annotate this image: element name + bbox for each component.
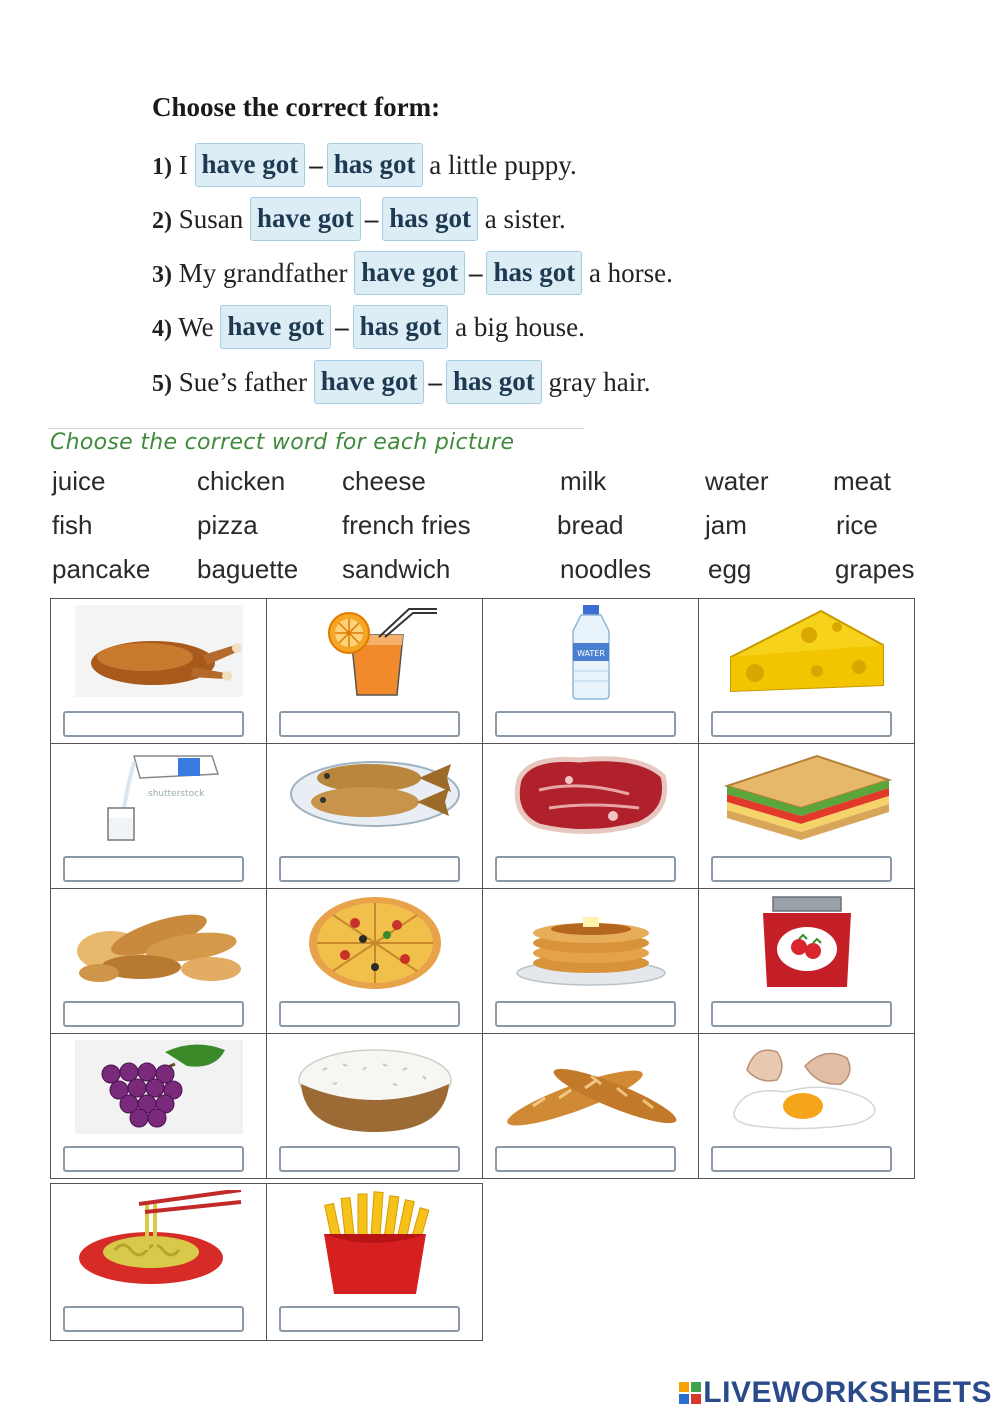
picture-cell [482,1033,699,1179]
exercise-2-heading: Choose the correct word for each picture [50,430,515,455]
option-has-got[interactable]: has got [486,251,582,295]
question-subject: Susan [178,204,244,234]
roast-chicken-picture [75,605,243,697]
orange-juice-picture [309,605,441,697]
option-separator: – [428,367,442,397]
picture-cell [482,598,699,744]
option-have-got[interactable]: have got [354,251,465,295]
picture-cell [50,888,267,1034]
water-bottle-label: WATER [576,649,605,658]
noodles-picture [75,1190,243,1286]
option-has-got[interactable]: has got [446,360,542,404]
question-5 [152,360,650,404]
question-1 [152,143,577,187]
option-has-got[interactable]: has got [353,305,449,349]
picture-cell [698,743,915,889]
question-subject: We [178,312,214,342]
brand-name: LIVEWORKSHEETS [703,1376,992,1409]
question-ending: a big house. [455,312,585,342]
word-bank-item: bread [557,510,624,540]
answer-input[interactable] [63,856,244,882]
option-have-got[interactable]: have got [220,305,331,349]
word-bank-item: sandwich [342,554,451,584]
meat-picture [509,750,673,836]
picture-cell [266,888,483,1034]
picture-cell [50,1183,267,1341]
answer-input[interactable] [63,1306,244,1332]
question-2 [152,197,566,241]
option-have-got[interactable]: have got [250,197,361,241]
question-number: 5) [152,371,172,397]
word-bank-item: milk [560,466,607,496]
rice-picture [293,1040,457,1134]
word-bank-item: fish [52,510,93,540]
option-have-got[interactable]: have got [314,360,425,404]
answer-input[interactable] [495,711,676,737]
word-bank-item: grapes [835,554,915,584]
word-bank-item: baguette [197,554,299,584]
word-bank-item: cheese [342,466,426,496]
word-bank-item: noodles [560,554,652,584]
option-has-got[interactable]: has got [327,143,423,187]
answer-input[interactable] [711,711,892,737]
option-separator: – [364,204,379,234]
question-number: 1) [152,154,172,180]
option-separator: – [335,312,349,342]
cheese-picture [725,605,889,697]
answer-input[interactable] [711,1146,892,1172]
grapes-picture [75,1040,243,1134]
question-ending: a horse. [588,258,673,288]
answer-input[interactable] [495,1146,676,1172]
word-bank-item: rice [836,510,878,540]
picture-cell [266,743,483,889]
option-separator: – [468,258,483,288]
answer-input[interactable] [279,856,460,882]
question-number: 4) [152,316,172,342]
word-bank-item: egg [708,554,752,584]
milk-picture [98,750,220,842]
milk-picture-watermark: shutterstock [147,789,204,799]
french-fries-picture [310,1190,440,1294]
question-ending: gray hair. [548,367,651,397]
exercise-1-heading: Choose the correct form: [152,92,441,122]
question-3 [152,251,673,295]
question-number: 3) [152,262,172,288]
word-bank-item: jam [705,510,747,540]
word-bank-item: meat [833,466,891,496]
pizza-picture [305,895,445,991]
egg-picture [725,1040,889,1130]
answer-input[interactable] [63,1001,244,1027]
picture-cell [266,1033,483,1179]
picture-cell [698,598,915,744]
word-bank-item: french fries [342,510,471,540]
option-has-got[interactable]: has got [382,197,478,241]
answer-input[interactable] [63,1146,244,1172]
liveworksheets-logo [679,1376,992,1410]
answer-input[interactable] [495,1001,676,1027]
picture-cell [698,1033,915,1179]
picture-cell [50,1033,267,1179]
answer-input[interactable] [711,856,892,882]
word-bank-item: water [705,466,769,496]
answer-input[interactable] [63,711,244,737]
option-have-got[interactable]: have got [195,143,306,187]
answer-input[interactable] [279,1146,460,1172]
picture-cell [50,598,267,744]
answer-input[interactable] [279,711,460,737]
baguette-picture [503,1040,679,1130]
question-4 [152,305,585,349]
jam-picture [747,895,867,991]
fish-picture [287,750,463,830]
question-ending: a sister. [484,204,566,234]
answer-input[interactable] [495,856,676,882]
question-subject: My grandfather [178,258,348,288]
question-subject: I [178,150,188,180]
answer-input[interactable] [279,1001,460,1027]
liveworksheets-icon [679,1382,701,1404]
water-bottle-picture [551,605,631,701]
bread-picture [71,895,247,985]
option-separator: – [309,150,323,180]
picture-cell [50,743,267,889]
picture-cell [266,598,483,744]
picture-cell [482,888,699,1034]
word-bank-item: juice [52,466,106,496]
picture-cell [698,888,915,1034]
picture-cell [266,1183,483,1341]
answer-input[interactable] [711,1001,892,1027]
sandwich-picture [717,750,897,840]
section-divider [48,428,584,429]
question-ending: a little puppy. [429,150,577,180]
word-bank-item: pancake [52,554,151,584]
word-bank-item: pizza [197,510,258,540]
answer-input[interactable] [279,1306,460,1332]
picture-cell [482,743,699,889]
word-bank-item: chicken [197,466,286,496]
question-number: 2) [152,208,172,234]
question-subject: Sue’s father [178,367,307,397]
pancake-picture [511,895,671,987]
